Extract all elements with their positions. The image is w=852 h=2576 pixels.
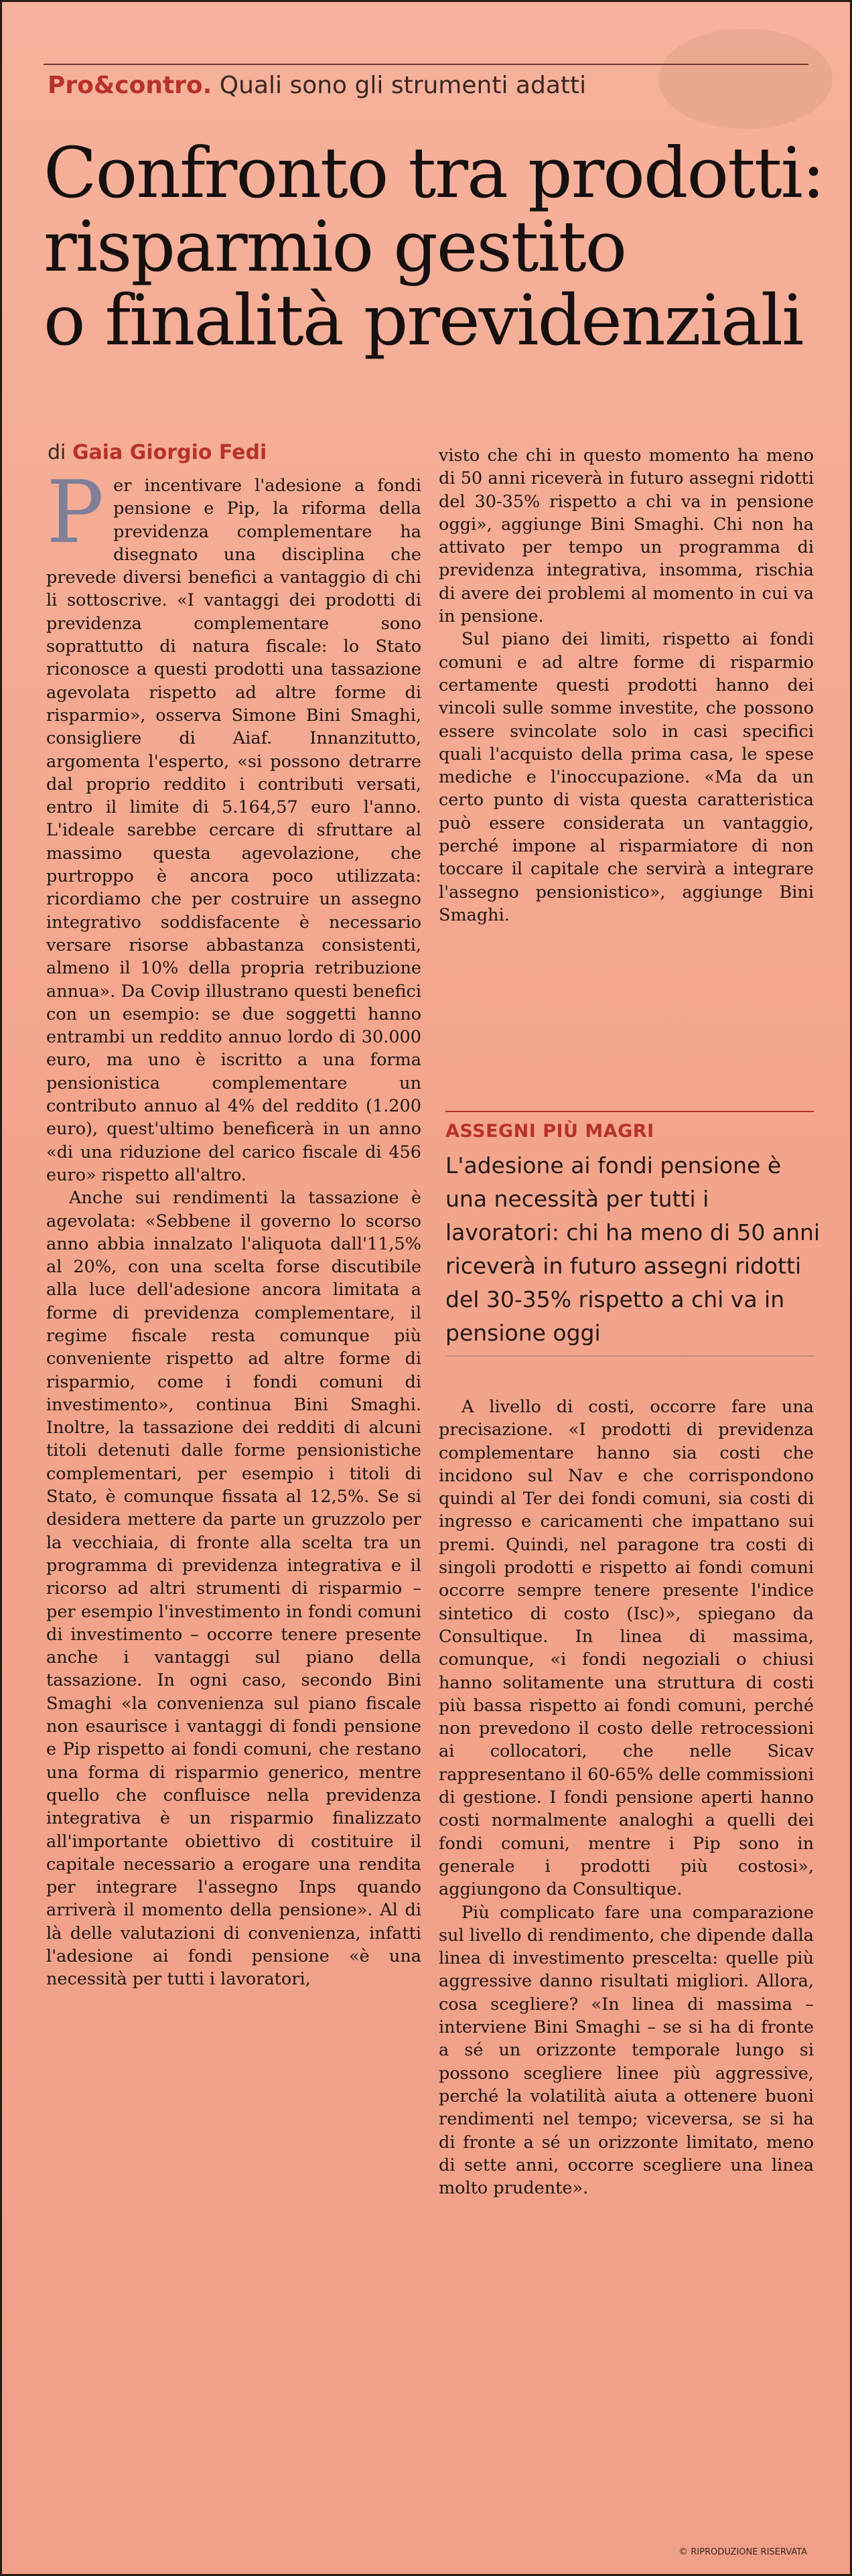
paragraph-text: er incentivare l'adesione a fondi pensione e Pip, la riforma della previdenza complementare ha disegnato una disciplina che prevede diversi benefici a vantaggio di chi li sottoscrive. «I vantaggi dei prodotti di previdenza complementare sono soprattutto di natura fiscale: lo Stato riconosce a questi prodotti una tassazione agevolata rispetto ad altre forme di risparmio», osserva Simone Bini Smaghi, consigliere di Aiaf. Innanzitutto, argomenta l'esperto, «si possono detrarre dal proprio reddito i contributi versati, entro il limite di 5.164,57 euro l'anno. L'ideale sarebbe cercare di sfruttare al massimo questa agevolazione, che purtroppo è ancora poco utilizzata: ricordiamo che per costruire un assegno integrativo soddisfacente è necessario versare risorse abbastanza consistenti, almeno il 10% della propria retribuzione annua». Da Covip illustrano questi benefici con un esempio: se due soggetti hanno entrambi un reddito annuo lordo di 30.000 euro, ma uno è iscritto a una forma pensionistica complementare un contributo annuo al 4% del reddito (1.200 euro), quest'ultimo beneficerà in un anno «di una riduzione del carico fiscale di 456 euro» rispetto all'altro.: [46, 476, 421, 1185]
article-paragraph: Più complicato fare una comparazione sul livello di rendimento, che dipende dalla linea di investimento prescelta: quelle più aggressive danno risultati migliori. Allora, cosa scegliere? «In linea di massima – interviene Bini Smaghi – se si ha di fronte a sé un orizzonte temporale lungo si possono scegliere linee più aggressive, perché la volatilità aiuta a ottenere buoni rendimenti nel tempo; viceversa, se si ha di fronte a sé un orizzonte limitato, meno di sette anni, occorre scegliere una linea molto prudente».: [439, 1902, 814, 2199]
article-column-right-top: [439, 444, 814, 1101]
article-paragraph: visto che chi in questo momento ha meno di 50 anni riceverà in futuro assegni ridotti del 30-35% rispetto a chi va in pensione oggi», aggiunge Bini Smaghi. Chi non ha attivato per tempo un programma di previdenza integrativa, insomma, rischia di avere dei problemi al momento in cui va in pensione.: [439, 446, 814, 627]
sidebar-label: ASSEGNI PIÙ MAGRI: [445, 1121, 654, 1142]
drop-cap: P: [46, 463, 104, 563]
byline-author: Gaia Giorgio Fedi: [72, 441, 267, 464]
kicker-subtitle: Quali sono gli strumenti adatti: [219, 72, 587, 99]
kicker: [48, 72, 586, 99]
byline: [48, 441, 267, 464]
article-paragraph: Anche sui rendimenti la tassazione è agevolata: «Sebbene il governo lo scorso anno abbia innalzato l'aliquota dall'11,5% al 20%, con una scelta forse discutibile alla luce dell'adesione ancora limitata a forme di previdenza complementare, il regime fiscale resta comunque più conveniente rispetto ad altre forme di risparmio, come i fondi comuni di investimento», continua Bini Smaghi. Inoltre, la tassazione dei redditi di alcuni titoli detenuti dalle forme pensionistiche complementari, per esempio i titoli di Stato, è comunque fissata al 12,5%. Se si desidera mettere da parte un gruzzolo per la vecchiaia, di fronte alla scelta tra un programma di previdenza integrativa e il ricorso ad altri strumenti di risparmio – per esempio l'investimento in fondi comuni di investimento – occorre tenere presente anche i vantaggi sul piano della tassazione. In ogni caso, secondo Bini Smaghi «la convenienza sul piano fiscale non esaurisce i vantaggi di fondi pensione e Pip rispetto ai fondi comuni, che restano una forma di risparmio generico, mentre quello che confluisce nella previdenza integrativa è un risparmio finalizzato all'importante obiettivo di costituire il capitale necessario a erogare una rendita per integrare l'assegno Inps quando arriverà il momento della pensione». Al di là delle valutazioni di convenienza, infatti l'adesione ai fondi pensione «è una necessità per tutti i lavoratori,: [46, 1188, 421, 1990]
sidebar-top-rule: [445, 1111, 814, 1112]
article-column-left: [46, 463, 421, 2545]
headline-line-3: o finalità previdenziali: [44, 279, 803, 361]
copyright-text: RIPRODUZIONE RISERVATA: [691, 2547, 807, 2557]
article-paragraph: A livello di costi, occorre fare una precisazione. «I prodotti di previdenza complementare hanno sia costi che incidono sul Nav e che corrispondono quindi al Ter dei fondi comuni, sia costi di ingresso e caricamenti che impattano sui premi. Quindi, nel paragone tra costi di singoli prodotti e rispetto ai fondi comuni occorre sempre tenere presente l'indice sintetico di costo (Isc)», spiegano da Consultique. In linea di massima, comunque, «i fondi negoziali o chiusi hanno solitamente una struttura di costi più bassa rispetto ai fondi comuni, perché non prevedono il costo delle retrocessioni ai collocatori, che nelle Sicav rappresentano il 60-65% delle commissioni di gestione. I fondi pensione aperti hanno costi normalmente analoghi a quelli dei fondi comuni, mentre i Pip sono in generale i prodotti più costosi», aggiungono da Consultique.: [439, 1397, 814, 1900]
sidebar-bottom-rule: [445, 1355, 814, 1357]
article-paragraph: Sul piano dei limiti, rispetto ai fondi comuni e ad altre forme di risparmio certamente questi prodotti hanno dei vincoli sulle somme investite, che possono essere svincolate solo in casi specifici quali l'acquisto della prima casa, le spese mediche e l'inoccupazione. «Ma da un certo punto di vista questa caratteristica può essere considerata un vantaggio, perché impone al risparmiatore di non toccare il capitale che servirà a integrare l'assegno pensionistico», aggiunge Bini Smaghi.: [439, 629, 814, 925]
paper-stain: [658, 29, 833, 129]
copyright-notice: [679, 2547, 807, 2557]
kicker-section: Pro&contro.: [48, 72, 212, 99]
article-paragraph: [46, 463, 421, 1187]
sidebar-quote: L'adesione ai fondi pensione è una necessità per tutti i lavoratori: chi ha meno di 50 anni riceverà in futuro assegni ridotti del 30-35% rispetto a chi va in pensione oggi: [445, 1152, 821, 1346]
top-rule: [44, 64, 808, 65]
byline-prefix: di: [48, 441, 66, 464]
headline-line-2: risparmio gestito: [44, 206, 626, 287]
copyright-icon: ©: [679, 2547, 689, 2557]
article-column-right-bottom: [439, 1396, 814, 2548]
headline-line-1: Confronto tra prodotti:: [44, 132, 824, 214]
headline: [44, 132, 824, 361]
